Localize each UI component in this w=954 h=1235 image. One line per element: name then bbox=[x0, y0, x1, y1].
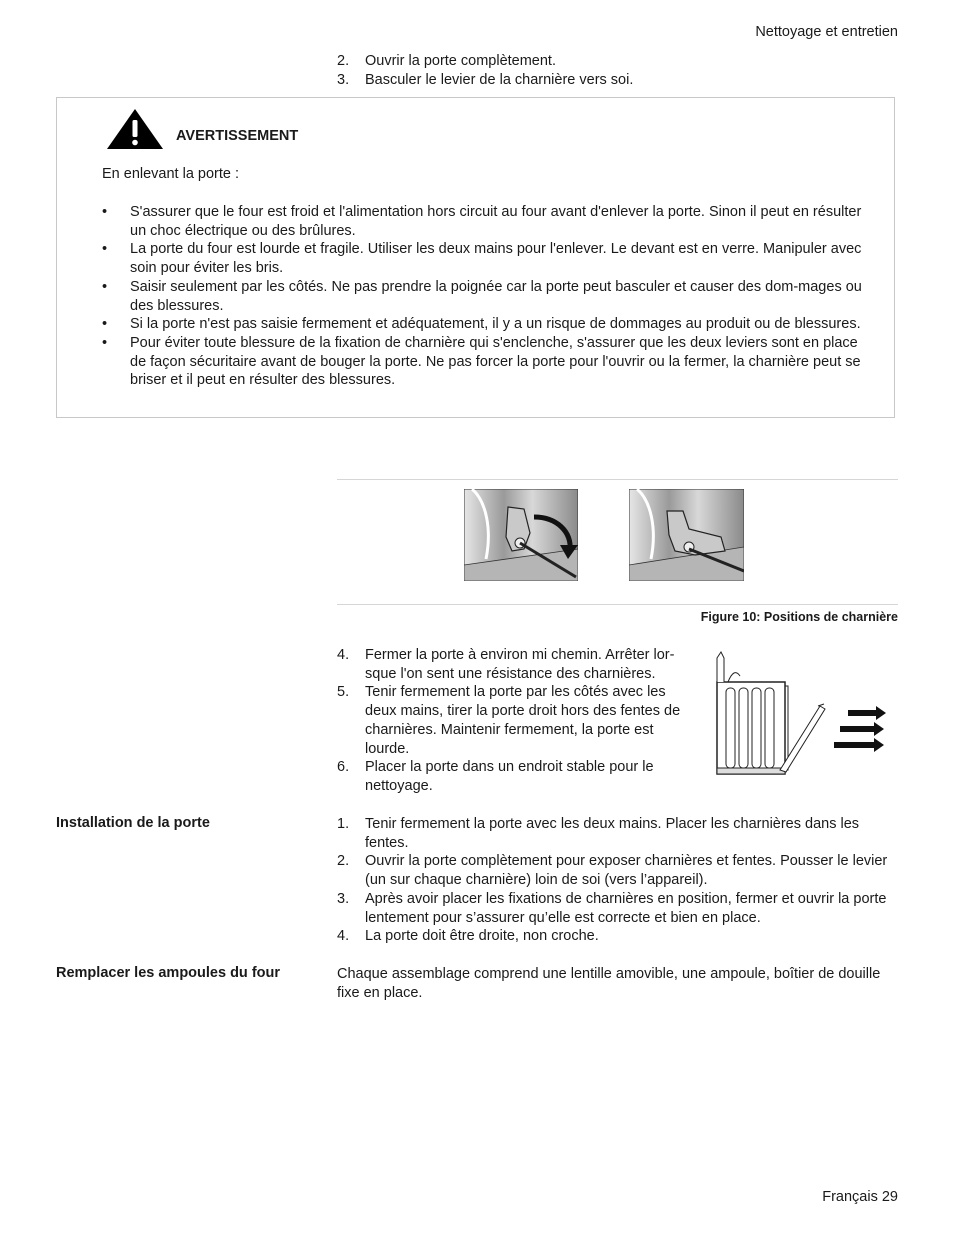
list-item: 4. Fermer la porte à environ mi chemin. Arrêter lor-sque l'on sent une résistance des charnières. bbox=[337, 647, 675, 682]
hinge-open-image bbox=[464, 489, 578, 581]
page-header: Nettoyage et entretien bbox=[755, 24, 898, 40]
list-item: 6. Placer la porte dans un endroit stable pour le nettoyage. bbox=[337, 759, 654, 794]
list-item: • Saisir seulement par les côtés. Ne pas prendre la poignée car la porte peut basculer et causer des dom-mages ou des blessures. bbox=[102, 278, 862, 314]
list-item: • Si la porte n'est pas saisie fermement et adéquatement, il y a un risque de dommages au produit ou de blessures. bbox=[102, 316, 861, 333]
section-heading-installation: Installation de la porte bbox=[56, 815, 210, 831]
list-item: • Pour éviter toute blessure de la fixation de charnière qui s'enclenche, s'assurer que les deux leviers sont en place de façon sécuritaire avant de bouger la porte. Ne pas forcer la porte pour l'ouvrir ou la fermer, la charnière peut se briser et il peut en résulter des blessures. bbox=[102, 334, 861, 389]
divider bbox=[337, 479, 898, 480]
steps-mid bbox=[337, 646, 697, 796]
list-item: 4. La porte doit être droite, non croche. bbox=[337, 928, 599, 945]
bulbs-paragraph: Chaque assemblage comprend une lentille amovible, une ampoule, boîtier de douille fixe en place. bbox=[337, 966, 881, 1001]
list-item: 2. Ouvrir la porte complètement. bbox=[337, 53, 556, 69]
warning-intro: En enlevant la porte : bbox=[102, 166, 240, 182]
section-heading-bulbs: Remplacer les ampoules du four bbox=[56, 965, 281, 981]
steps-top bbox=[337, 52, 897, 89]
list-item: 5. Tenir fermement la porte par les côtés avec les deux mains, tirer la porte droit hors des fentes de charnières. Maintenir fermement, la porte est lourde. bbox=[337, 684, 681, 757]
warning-triangle-icon bbox=[106, 108, 164, 150]
warning-title: AVERTISSEMENT bbox=[176, 128, 299, 144]
list-item: • S'assurer que le four est froid et l'alimentation hors circuit au four avant d'enlever la porte. Sinon il peut en résulter un choc électrique ou des brûlures. bbox=[102, 204, 862, 239]
warning-list bbox=[102, 203, 862, 390]
steps-installation bbox=[337, 815, 897, 946]
page-number: Français 29 bbox=[822, 1189, 898, 1205]
divider bbox=[337, 604, 898, 605]
hinge-closed-image bbox=[629, 489, 744, 581]
figure-caption: Figure 10: Positions de charnière bbox=[700, 610, 898, 624]
door-removal-image bbox=[712, 648, 888, 778]
list-item: 2. Ouvrir la porte complètement pour exposer charnières et fentes. Pousser le levier (un sur chaque charnière) loin de soi (vers l’appareil). bbox=[337, 853, 888, 889]
list-item: 3. Après avoir placer les fixations de charnières en position, fermer et ouvrir la porte lentement pour s’assurer qu’elle est correcte et bien en place. bbox=[337, 890, 887, 926]
list-item: 3. Basculer le levier de la charnière vers soi. bbox=[337, 71, 634, 88]
list-item: 1. Tenir fermement la porte avec les deux mains. Placer les charnières dans les fentes. bbox=[337, 816, 860, 851]
list-item: • La porte du four est lourde et fragile. Utiliser les deux mains pour l'enlever. Le devant est en verre. Manipuler avec soin pour éviter les bris. bbox=[102, 241, 862, 277]
